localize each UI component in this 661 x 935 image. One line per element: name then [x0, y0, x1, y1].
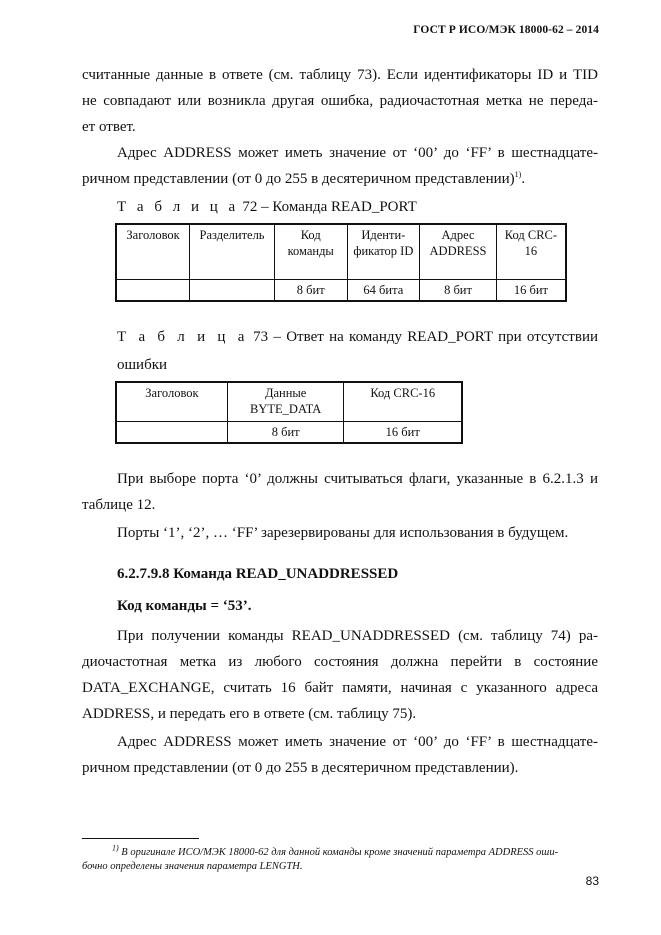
table-73 [115, 381, 463, 444]
command-code: Код команды = ‘53’. [117, 598, 252, 614]
text-fragment: В оригинале ИСО/МЭК 18000-62 для данной команды кроме значений параметра ADDRESS оши- [118, 847, 559, 858]
text-line: ет ответ. [82, 119, 136, 135]
text-line: ричном представлении (от 0 до 255 в десятеричном представлении). [82, 760, 519, 776]
text-line: Адрес ADDRESS может иметь значение от ‘00’ до ‘FF’ в шестнадцате- [117, 734, 598, 750]
value-cell: 64 бита [347, 279, 420, 301]
header-cell: Код команды [274, 224, 347, 279]
text-fragment: . [521, 171, 526, 187]
value-cell: 8 бит [420, 279, 497, 301]
text-line: Порты ‘1’, ‘2’, … ‘FF’ зарезервированы для использования в будущем. [117, 525, 569, 541]
paragraph-2 [82, 140, 598, 192]
page-header: ГОСТ Р ИСО/МЭК 18000-62 – 2014 [413, 24, 599, 36]
header-cell: Адрес ADDRESS [420, 224, 497, 279]
table-row [116, 279, 566, 301]
text-line: диочастотная метка из любого состояния должна перейти в состояние [82, 654, 598, 670]
text-line: считанные данные в ответе (см. таблицу 73). Если идентификаторы ID и TID [82, 67, 598, 83]
table-72-caption [117, 197, 417, 217]
paragraph-3 [82, 466, 598, 518]
text-line: не совпадают или возникла другая ошибка, радиочастотная метка не переда- [82, 93, 598, 109]
table-row [116, 421, 462, 443]
paragraph-6 [82, 729, 598, 781]
header-cell: Разделитель [190, 224, 275, 279]
text-line [82, 166, 598, 192]
header-cell: Данные BYTE_DATA [227, 382, 344, 421]
text-fragment: ричном представлении (от 0 до 255 в десятеричном представлении) [82, 171, 515, 187]
caption-label: Т а б л и ц а [117, 329, 248, 345]
text-line: При получении команды READ_UNADDRESSED (см. таблицу 74) ра- [117, 628, 598, 644]
table-header-row [116, 224, 566, 279]
value-cell [116, 279, 190, 301]
table-73-caption [117, 327, 598, 375]
caption-line: ошибки [117, 357, 168, 373]
caption-text: 73 – Ответ на команду READ_PORT при отсутствии [247, 329, 599, 345]
caption-line [117, 327, 598, 347]
footnote-reference[interactable]: 1) [514, 170, 522, 179]
paragraph-5 [82, 623, 598, 727]
table-72 [115, 223, 567, 302]
text-line: таблице 12. [82, 497, 156, 513]
text-line: ADDRESS, и передать его в ответе (см. таблицу 75). [82, 706, 417, 722]
text-line: При выборе порта ‘0’ должны считываться флаги, указанные в 6.2.1.3 и [117, 471, 598, 487]
page-number: 83 [585, 874, 599, 888]
value-cell: 8 бит [227, 421, 344, 443]
header-cell: Код CRC-16 [496, 224, 566, 279]
caption-label: Т а б л и ц а [117, 199, 239, 215]
header-cell: Заголовок [116, 224, 190, 279]
table-header-row [116, 382, 462, 421]
footnote-marker: 1) [112, 843, 119, 853]
value-cell [190, 279, 275, 301]
header-cell: Иденти-фикатор ID [347, 224, 420, 279]
footnote [82, 843, 598, 874]
footnote-line [82, 843, 598, 860]
header-cell: Заголовок [116, 382, 227, 421]
paragraph-1 [82, 62, 598, 140]
text-line: Адрес ADDRESS может иметь значение от ‘00’ до ‘FF’ в шестнадцате- [117, 145, 598, 161]
value-cell: 8 бит [274, 279, 347, 301]
footnote-line: бочно определены значения параметра LENGTH. [82, 861, 303, 872]
text-line: DATA_EXCHANGE, считать 16 байт памяти, начиная с указанного адреса [82, 680, 598, 696]
caption-text: 72 – Команда READ_PORT [238, 199, 417, 215]
value-cell [116, 421, 227, 443]
paragraph-4 [82, 520, 598, 546]
section-heading: 6.2.7.9.8 Команда READ_UNADDRESSED [117, 566, 399, 582]
header-cell: Код CRC-16 [344, 382, 462, 421]
value-cell: 16 бит [344, 421, 462, 443]
footnote-divider [82, 838, 199, 839]
value-cell: 16 бит [496, 279, 566, 301]
